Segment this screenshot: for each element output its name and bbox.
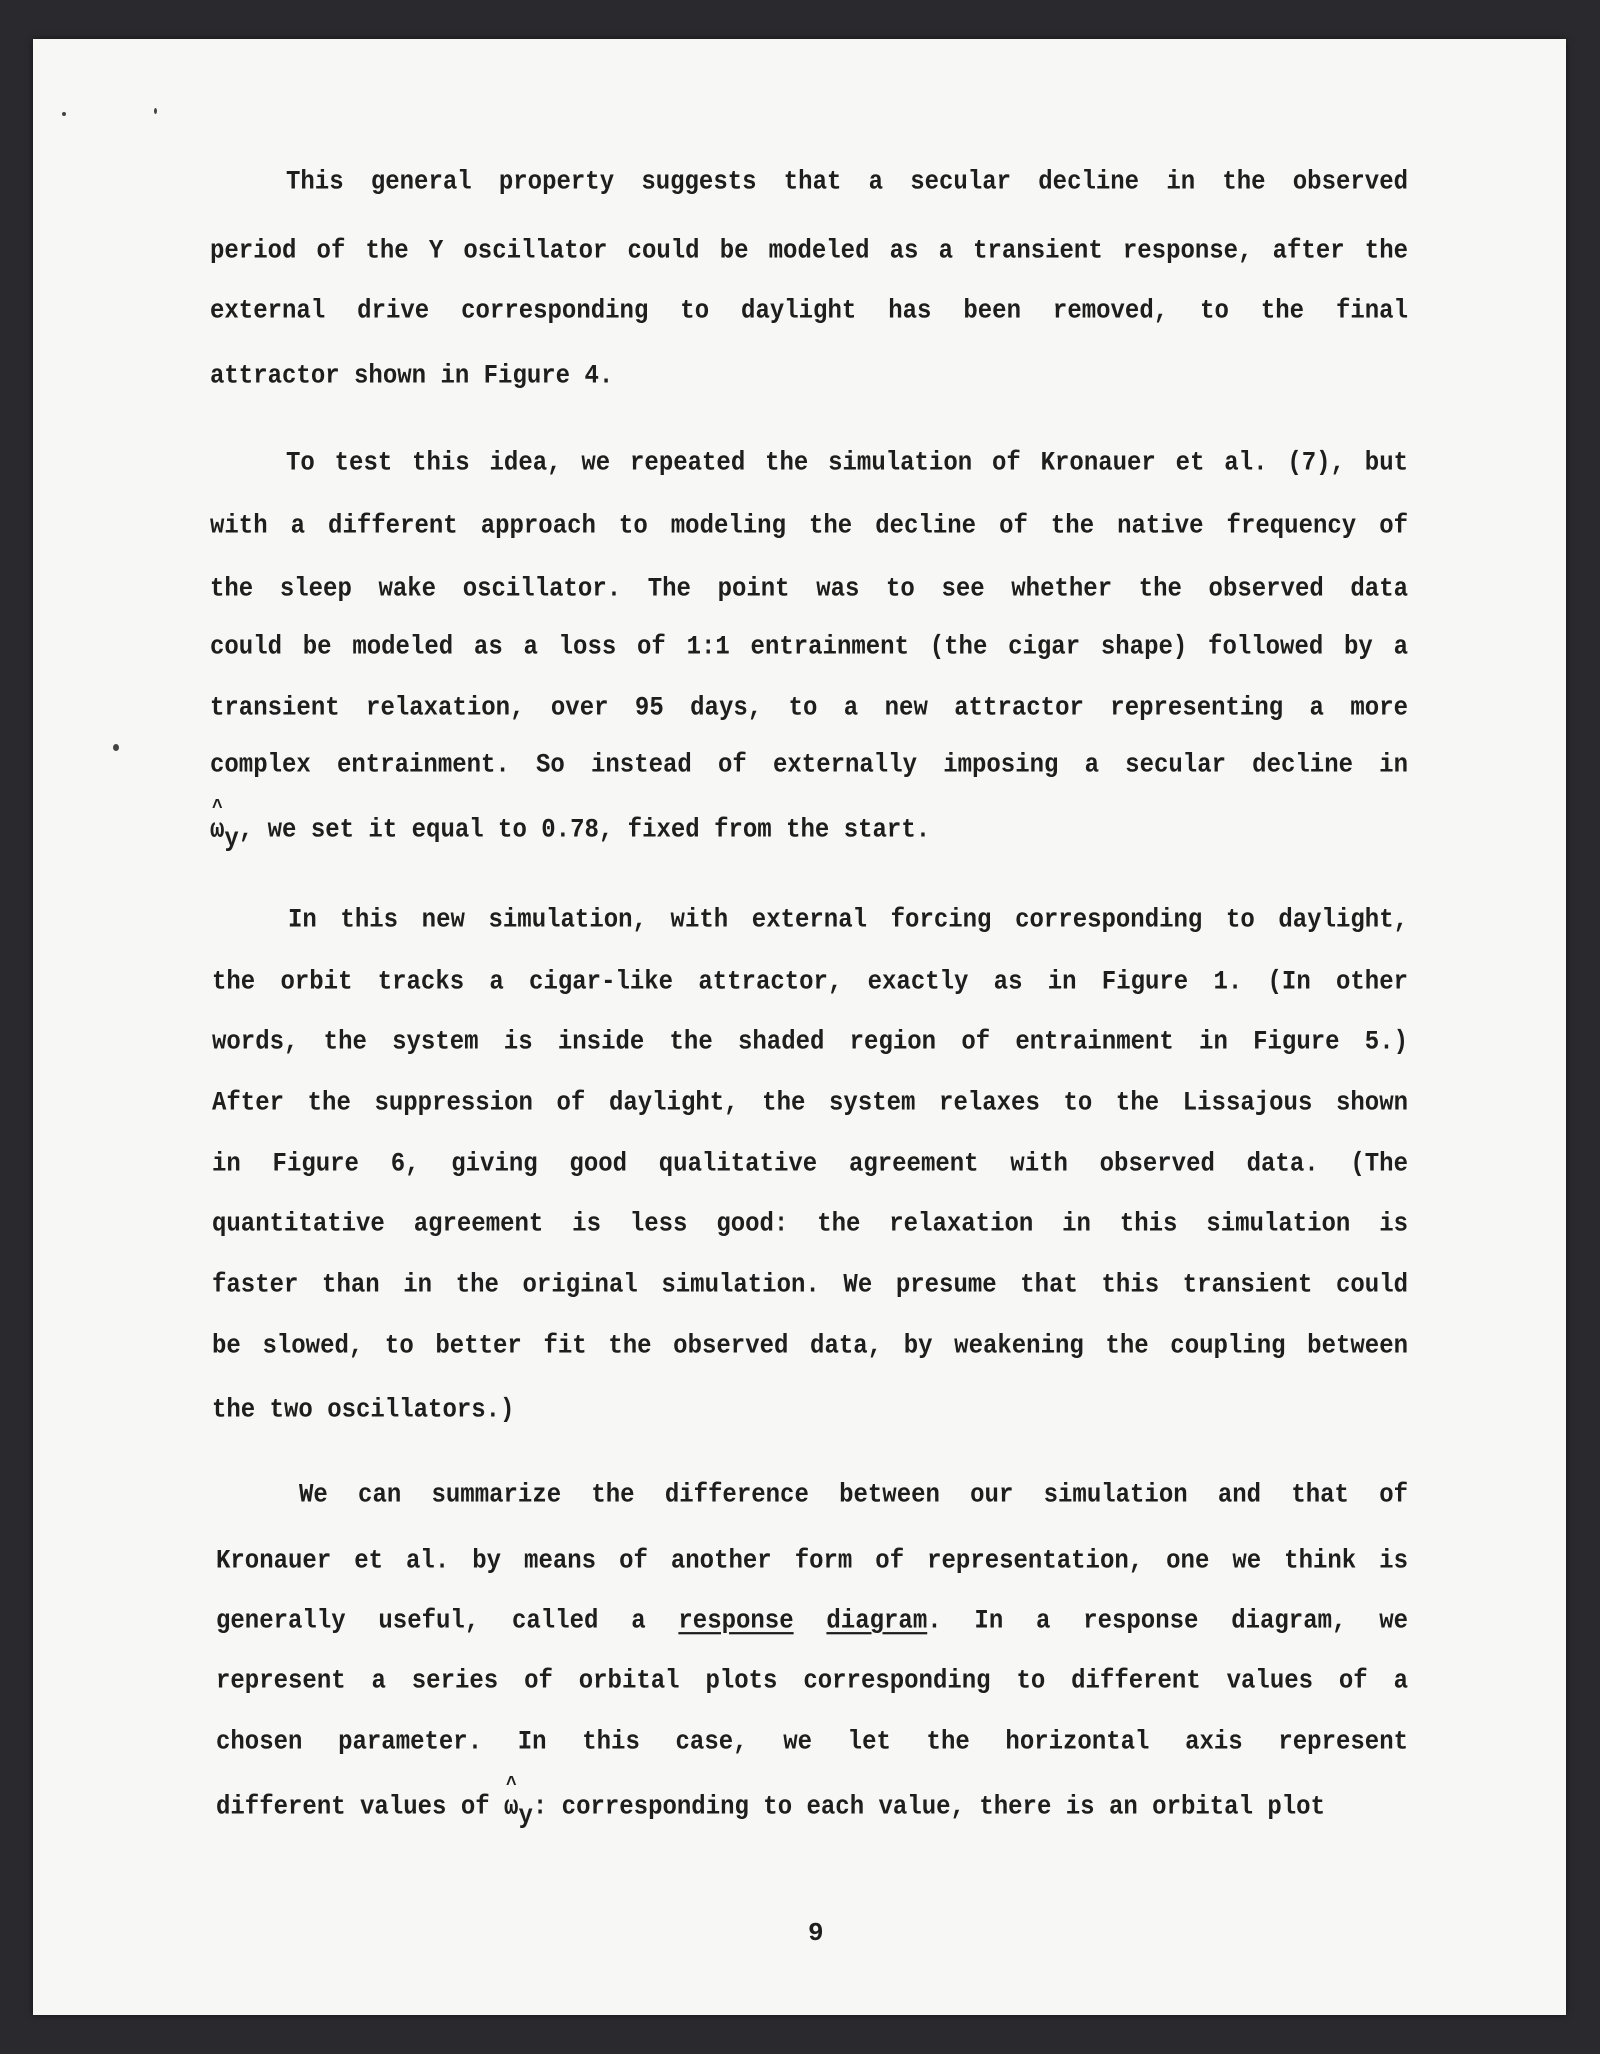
omega-letter: ω — [210, 815, 225, 846]
text-line: the two oscillators.) — [212, 1395, 515, 1426]
text-line: Kronauer et al. by means of another form of representation, one we think is — [216, 1546, 1408, 1577]
text-line: the sleep wake oscillator. The point was to see whether the observed data — [210, 574, 1408, 605]
hat-accent: ^ — [506, 1774, 517, 1797]
text-line: the orbit tracks a cigar-like attractor, exactly as in Figure 1. (In other — [212, 967, 1408, 998]
text-line: transient relaxation, over 95 days, to a new attractor representing a more — [210, 693, 1408, 724]
scan-speck — [154, 108, 157, 114]
text-line: After the suppression of daylight, the system relaxes to the Lissajous shown — [212, 1088, 1408, 1119]
text-segment: : corresponding to each value, there is an orbital plot — [532, 1792, 1325, 1823]
text-segment — [794, 1606, 827, 1636]
omega-hat-y-symbol — [210, 797, 239, 855]
text-line: chosen parameter. In this case, we let the horizontal axis represent — [216, 1727, 1408, 1758]
page-number: 9 — [808, 1918, 824, 1948]
text-line: We can summarize the difference between our simulation and that of — [299, 1480, 1408, 1511]
hat-accent: ^ — [212, 797, 223, 820]
text-line: external drive corresponding to daylight has been removed, to the final — [210, 296, 1408, 327]
omega-hat-y-symbol — [504, 1774, 533, 1832]
subscript-y: y — [224, 824, 239, 855]
text-line: This general property suggests that a secular decline in the observed — [286, 167, 1408, 198]
underlined-term: response — [678, 1606, 794, 1637]
text-line — [216, 1605, 1408, 1639]
underlined-term: diagram — [826, 1606, 928, 1637]
omega-letter: ω — [504, 1792, 519, 1823]
text-line — [216, 1774, 1325, 1832]
text-line: faster than in the original simulation. We presume that this transient could — [212, 1270, 1408, 1301]
text-line: be slowed, to better fit the observed data, by weakening the coupling between — [212, 1331, 1408, 1362]
text-segment: different values of — [216, 1792, 505, 1823]
text-line: To test this idea, we repeated the simulation of Kronauer et al. (7), but — [286, 448, 1408, 479]
text-line: with a different approach to modeling the decline of the native frequency of — [210, 511, 1408, 542]
text-line: In this new simulation, with external forcing corresponding to daylight, — [288, 905, 1408, 936]
scan-speck — [113, 744, 119, 751]
text-segment: , we set it equal to 0.78, fixed from the start. — [238, 815, 931, 846]
text-line: could be modeled as a loss of 1:1 entrainment (the cigar shape) followed by a — [210, 632, 1408, 663]
text-line: words, the system is inside the shaded region of entrainment in Figure 5.) — [212, 1027, 1408, 1058]
text-line: in Figure 6, giving good qualitative agreement with observed data. (The — [212, 1149, 1408, 1180]
text-line: represent a series of orbital plots corresponding to different values of a — [216, 1666, 1408, 1697]
text-segment: generally useful, called a — [216, 1606, 679, 1637]
text-line: complex entrainment. So instead of externally imposing a secular decline in — [210, 750, 1408, 781]
text-line: attractor shown in Figure 4. — [210, 361, 614, 392]
text-segment: . In a response diagram, we — [927, 1606, 1408, 1637]
subscript-y: y — [518, 1801, 533, 1832]
text-line: quantitative agreement is less good: the relaxation in this simulation is — [212, 1209, 1408, 1240]
text-line — [210, 797, 931, 855]
text-line: period of the Y oscillator could be modeled as a transient response, after the — [210, 236, 1408, 267]
scan-speck — [62, 112, 66, 116]
